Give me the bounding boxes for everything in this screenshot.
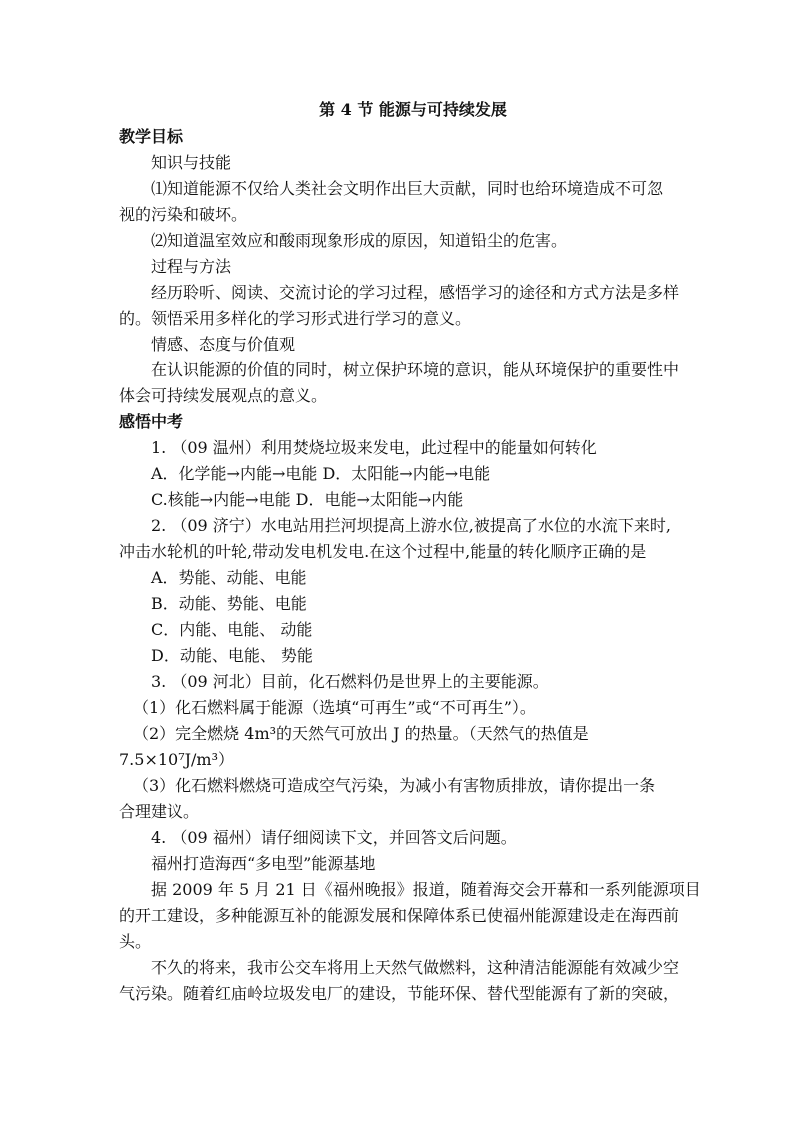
knowledge-item-2: ⑵知道温室效应和酸雨现象形成的原因，知道铅尘的危害。: [151, 231, 568, 250]
emotion-text-a: 在认识能源的价值的同时，树立保护环境的意识，能从环境保护的重要性中: [151, 360, 680, 379]
q1-stem: 1. （09 温州）利用焚烧垃圾来发电，此过程中的能量如何转化: [151, 438, 597, 457]
q3-stem: 3. （09 河北）目前，化石燃料仍是世界上的主要能源。: [151, 672, 549, 691]
emotion-text-b: 体会可持续发展观点的意义。: [119, 386, 328, 405]
q2-option-a: A．势能、动能、电能: [151, 568, 307, 587]
page-title: 第 4 节 能源与可持续发展: [319, 100, 507, 119]
q3-part-2b: 7.5×10⁷J/m³）: [119, 750, 235, 769]
q4-para2-a: 不久的将来，我市公交车将用上天然气做燃料，这种清洁能源能有效减少空: [151, 958, 680, 977]
q4-para1-c: 头。: [119, 932, 152, 951]
subheading-emotion: 情感、态度与价值观: [151, 335, 296, 354]
q2-option-b: B．动能、势能、电能: [151, 594, 307, 613]
q2-stem-b: 冲击水轮机的叶轮,带动发电机发电.在这个过程中,能量的转化顺序正确的是: [119, 542, 647, 561]
q4-para1-b: 的开工建设，多种能源互补的能源发展和保障体系已使福州能源建设走在海西前: [119, 906, 680, 925]
q1-options-ab: A．化学能→内能→电能 D．太阳能→内能→电能: [151, 464, 491, 483]
q3-part-1: （1）化石燃料属于能源（选填“可再生”或“不可再生”）。: [133, 698, 536, 717]
knowledge-item-1a: ⑴知道能源不仅给人类社会文明作出巨大贡献，同时也给环境造成不可忽: [151, 179, 664, 198]
knowledge-item-1b: 视的污染和破坏。: [119, 205, 248, 224]
q2-stem-a: 2. （09 济宁）水电站用拦河坝提高上游水位,被提高了水位的水流下来时,: [151, 516, 671, 535]
q2-option-c: C．内能、电能、 动能: [151, 620, 313, 639]
heading-teaching-goals: 教学目标: [119, 127, 184, 146]
q2-option-d: D．动能、电能、 势能: [151, 646, 313, 665]
q4-para1-a: 据 2009 年 5 月 21 日《福州晚报》报道，随着海交会开幕和一系列能源项目: [151, 880, 701, 899]
q4-para2-b: 气污染。随着红庙岭垃圾发电厂的建设，节能环保、替代型能源有了新的突破，: [119, 984, 680, 1003]
subheading-knowledge: 知识与技能: [151, 153, 232, 172]
q3-part-3a: （3）化石燃料燃烧可造成空气污染，为减小有害物质排放，请你提出一条: [133, 776, 656, 795]
subheading-process: 过程与方法: [151, 257, 232, 276]
process-text-b: 的。领悟采用多样化的学习形式进行学习的意义。: [119, 309, 472, 328]
heading-exam: 感悟中考: [119, 412, 184, 431]
q4-stem: 4. （09 福州）请仔细阅读下文，并回答文后问题。: [151, 828, 517, 847]
q4-article-title: 福州打造海西“多电型”能源基地: [151, 854, 376, 873]
process-text-a: 经历聆听、阅读、交流讨论的学习过程，感悟学习的途径和方式方法是多样: [151, 283, 680, 302]
q3-part-3b: 合理建议。: [119, 802, 200, 821]
q3-part-2a: （2）完全燃烧 4m³的天然气可放出 J 的热量。（天然气的热值是: [133, 724, 589, 743]
q1-options-cd: C.核能→内能→电能 D．电能→太阳能→内能: [151, 490, 464, 509]
